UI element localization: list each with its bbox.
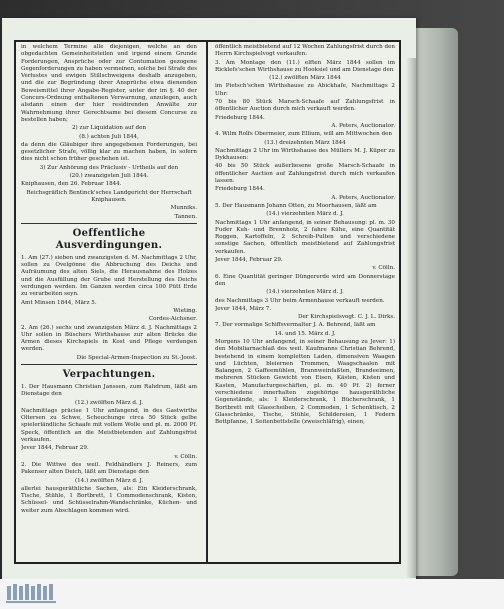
- auction-1-place: Amt Minsen 1844, März 5.: [21, 299, 97, 306]
- notice-4-date: (13.) dreizehnten März 1844: [264, 139, 346, 146]
- lease-1-text: Nachmittags präcise 1 Uhr anfangend, in des Gastwirths Oltersen zu Schwe, Scheuchunge circa 50 Stück gelbe spielerländliche Schaafe mit vollem Wolle und pl. m. 2000 Pf. Speck, öffentlich an die Meistbietenden auf Zahlungsfrist verkaufen.: [21, 407, 197, 444]
- notice-5-date: (14.) vierzehnten März d. J.: [266, 211, 344, 218]
- lease-notice-2: 2. Die Wittwe des weil. Feldhändlers J. Reiners, zum Pakenser alten Deich, läßt am Dienstage den: [21, 461, 197, 476]
- notice-5-text: Nachmittags 1 Uhr anfangend, in seiner Behausung: pl. m. 30 Fuder Kuh- und Brennholz, 2 fahre Kühe, eine Quantität Roggen, Kartoffeln, 2 Schreib-Pulten und verschiedene sonstige Sachen, öffentlich meistbietend auf Zahlungsfrist verkaufen.: [215, 219, 395, 255]
- notice-6-date: (14.) vierzehnten März d. J.: [266, 289, 344, 296]
- bankruptcy-notice-text: in welchem Termine alle diejenigen, welche an den obgedachten Gemeinheitsteilen und irgend einem Grunde Forderungen, Ansprüche oder zur Contumation gezogene Gegenforderungen zu haben vermeinen, solche bei Strafe des Verlustes und ewigen Stillschweigens deshalb anzugeben, und die zur Begründung ihrer Ansprüche etwa dienenden Beweismittel ihrer Angabe-Register, unter der im §. 40 der Concurs-Ordnung enthaltenen Verwarnung, anzulegen, auch alsdann einen der hier residirenden Anwälte zur Wahrnehmung ihrer Gerechtsame bei diesem Concurse zu bestellen haben;: [21, 44, 197, 123]
- notice-3-goods: 70 bis 80 Stück Marsch-Schaafe auf Zahlungsfrist in öffentlicher Auction durch mich verkauft werden.: [215, 99, 395, 113]
- notice-7: 7. Der vormalige Schiffsvermalter J. A. Behrend, läßt am: [215, 322, 376, 329]
- auction-1-signature-2: Cordes-Aichsner.: [148, 316, 197, 323]
- library-logo-icon: [4, 582, 62, 606]
- footer-bar: [0, 579, 504, 609]
- notice-place-date: Kniphausen, den 26. Februar 1844.: [21, 181, 122, 188]
- court-name: Reichsgräflich Bentinck'sches Landgericht der Herrschaft Kniphausen.: [26, 189, 192, 203]
- notice-7-date: 14. und 15. März d. J.: [274, 330, 336, 337]
- section-divider: [21, 364, 197, 365]
- notice-6: 6. Eine Quantität geringer Düngererde wird am Donnerstage den: [215, 273, 395, 287]
- deadline-verdict: 3) Zur Anhörung des Präclusiv - Urtheils auf den: [39, 164, 179, 171]
- lease-1-place: Jever 1844, Februar 29.: [21, 445, 89, 452]
- deadline-liquidation: 2) zur Liquidation auf den: [72, 125, 146, 132]
- notice-4-goods: 40 bis 50 Stück außerliesene große Marsch-Schaafe in öffentlicher Auction auf Zahlungsfrist durch mich verkaufen lassen.: [215, 163, 395, 185]
- lease-2-date: (14.) zwölften März d. J.: [74, 477, 144, 484]
- notice-4-place: Friedeburg 1844.: [215, 186, 265, 193]
- right-column: [215, 44, 395, 560]
- notice-3-signature: A. Peters, Auctionator.: [331, 122, 395, 129]
- notice-6-text: des Nachmittags 3 Uhr beim Armenhause verkauft werden.: [215, 297, 385, 304]
- notice-7-text: Morgens 10 Uhr anfangend, in seiner Behausung zu Jever: 1) den Mobiliarnachlaß des weil. Kaufmanns Christian Behrend, bestehend in einem kompletten Laden, dimensiven Waagen und Lüchten, bleiernen Trommen, Waagschaalen mit Balangen, 2 Gaffeemühlen, Brannweinfaßten, Brandeeimen, mehreren Stücken Gewicht von Eisen, Kästen, Kisten und Kasten, Manufacturgeschäften, pl. m. 40 Pf. 2) ferner verschiedene innerhalten zugehörige hausgeräthliche Gegenstände, als: 1 Kleiderschrank, 1 Bücherschrank, 1 Bortbrett mit Glasscheiben, 2 Commoden, 1 Schenktisch, 2 Glasschränke, Tische, Stühle, Schildereien, 1 Federn Bettpfanne, 1 Seitenbettstelle (zweischläfrig), einen,: [215, 338, 395, 426]
- notice-3-place: Friedeburg 1844.: [215, 114, 265, 121]
- auction-2-signature: Die Special-Armen-Inspection zu St.-Joost.: [76, 354, 197, 361]
- left-column: [21, 44, 197, 560]
- notice-5: 5. Der Hausmann Johann Otten, zu Moorhausen, läßt am: [215, 202, 377, 209]
- lease-notice-1: 1. Der Hausmann Christian Janssen, zum Rahdrum, läßt am Dienstage den: [21, 383, 197, 398]
- lease-2-text: allerlei hausgeräthliche Sachen, als: Ein Kleiderschrank, Tische, Stühle, 1 Bortbrett, 1 Commodenschrank, Kisten, Schüssel- und Schüsselrahm-Wandschränke, Küchen- und weiter zum Abschlagen kommen wird.: [21, 485, 197, 514]
- notice-3-text: im Pietsch'schen Wirthshause zu Abickhafe, Nachmittags 2 Uhr:: [215, 83, 395, 97]
- auction-notice-2: 2. Am (26.) sechs und zwanzigsten März d. J. Nachmittags 2 Uhr sollen in Büschers Wirthshause zur alten Brücke die Armen dieses Kirchspiels in Kost und Pflege verdungen werden.: [21, 324, 197, 353]
- auction-notice-1: 1. Am (27.) sieben und zwanzigsten d. M. Nachmittags 2 Uhr, sollen zu Ovelgönne die Abbruchung des Deichs und Aufräumung des alten Siels, die Herausnahme des Holzes und die Ausfüllung der Grube und Herstellung des Deichs verdungen werden. Im Ganzen werden circa 100 Pütt Erde zu verarbeiten seyn.: [21, 254, 197, 298]
- notice-5-signature: v. Cölln.: [372, 265, 395, 272]
- lease-1-signature: v. Cölln.: [174, 453, 197, 460]
- notice-4: 4. Wilm Rolfs Obermeier, zum Ellium, will am Mittwochen den: [215, 131, 392, 138]
- notice-6-signature: Der Kirchspielsvogt. C. J. L. Dirks.: [297, 314, 395, 321]
- notice-4-text: Nachmittags 2 Uhr im Wirthshause des Müllers M. J. Küper zu Dykhausen:: [215, 147, 395, 162]
- book-page-edges: [412, 28, 458, 576]
- notice-3-date: (12.) zwölften März 1844: [269, 75, 341, 82]
- notice-5-place: Jever 1844, Februar 29.: [215, 257, 283, 264]
- notice-4-signature: A. Peters, Auctionator.: [331, 194, 395, 201]
- page-shadow: [406, 58, 416, 578]
- page-frame: [14, 40, 401, 564]
- notice-6-place: Jever 1844, März 7.: [215, 305, 272, 312]
- deadline-liquidation-date: (8.) achten Juli 1844,: [79, 133, 139, 140]
- deadline-verdict-date: (20.) zwanzigsten Juli 1844.: [69, 173, 149, 180]
- notice-3: 3. Am Montage den (11.) elften März 1844 sollen im Ricklefs'schen Wirthshause zu Hooksiel und am Dienstage den: [215, 59, 395, 73]
- auction-1-signature: Wieting.: [173, 307, 197, 314]
- newspaper-page: [2, 18, 416, 580]
- column-divider: [206, 42, 208, 562]
- lease-1-date: (12.) zwölften März d. J.: [74, 399, 144, 406]
- section-divider: [21, 223, 197, 224]
- judge-signature: Munniks.: [170, 205, 197, 212]
- clerk-signature: Tannen.: [174, 213, 197, 220]
- section-heading-auctions: Oeffentliche Ausverdingungen.: [55, 227, 163, 251]
- notice-continued: öffentlich meistbietend auf 12 Wochen Zahlungsfrist durch den Herrn Kirchspielvogt verkaufen.: [215, 44, 395, 58]
- section-heading-leases: Verpachtungen.: [62, 368, 156, 380]
- deadline-liquidation-text: da denn die Gläubiger ihre angegebenen Forderungen, bei gesetzlicher Strafe, völlig klar zu machen haben, in sofern dies nicht schon früher geschehen ist.: [21, 141, 197, 163]
